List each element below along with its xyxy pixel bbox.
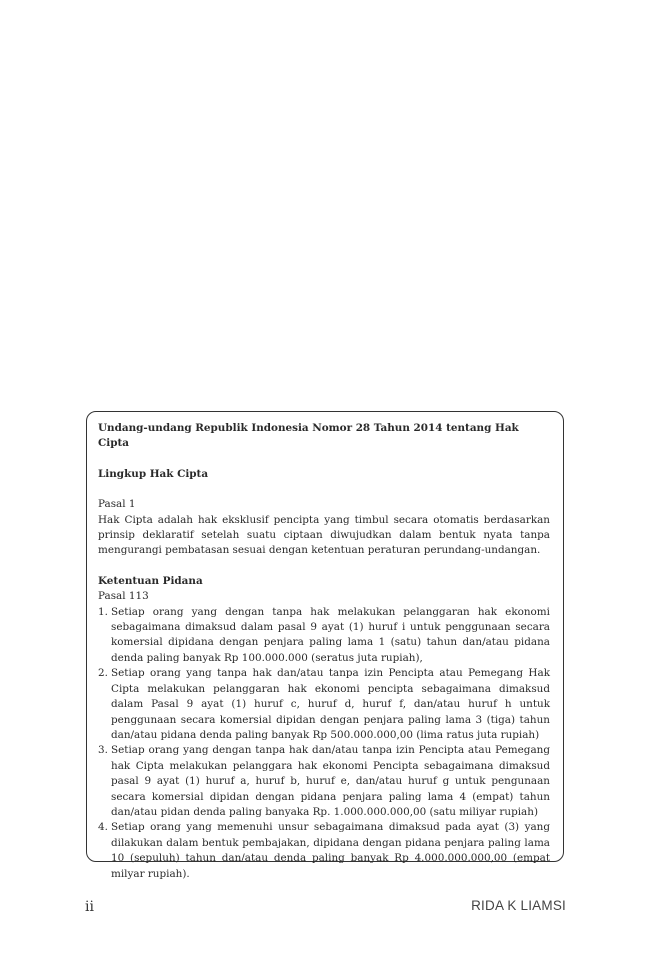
running-footer-author: RIDA K LIAMSI <box>471 898 566 913</box>
section-heading-scope: Lingkup Hak Cipta <box>98 467 209 480</box>
list-item-text: Setiap orang yang memenuhi unsur sebagaimana dimaksud pada ayat (3) yang dilakukan dalam bentuk pembajakan, dipidana dengan pidana penjara paling lama 10 (sepuluh) tahun dan/atau denda paling banyak Rp 4.000.000.000,00 (empat milyar rupiah). <box>111 821 550 880</box>
list-item-number: 3. <box>98 744 108 757</box>
list-item <box>98 605 550 667</box>
legal-notice-content <box>98 421 550 882</box>
pasal-label-1: Pasal 1 <box>98 498 136 511</box>
list-item-number: 1. <box>98 605 108 618</box>
list-item-number: 2. <box>98 667 108 680</box>
pasal-label-113: Pasal 113 <box>98 590 149 603</box>
list-item-text: Setiap orang yang dengan tanpa hak melakukan pelanggaran hak ekonomi sebagaimana dimaksud dalam pasal 9 ayat (1) huruf i untuk penggunaan secara komersial dipidana dengan penjara paling lama 1 (satu) tahun dan/atau pidana denda paling banyak Rp 100.000.000 (seratus juta rupiah), <box>111 605 550 664</box>
list-item-text: Setiap orang yang tanpa hak dan/atau tanpa izin Pencipta atau Pemegang Hak Cipta melakukan pelanggaran hak ekonomi pencipta sebagaimana dimaksud dalam Pasal 9 ayat (1) huruf c, huruf d, huruf f, dan/atau huruf h untuk penggunaan secara komersial dipidan dengan penjara paling lama 3 (tiga) tahun dan/atau pidana denda paling banyak Rp 500.000.000,00 (lima ratus juta rupiah) <box>111 667 550 741</box>
list-item <box>98 820 550 882</box>
section-heading-penalty: Ketentuan Pidana <box>98 574 203 587</box>
list-item-number: 4. <box>98 821 108 834</box>
list-item <box>98 666 550 743</box>
notice-title: Undang-undang Republik Indonesia Nomor 28 Tahun 2014 tentang Hak Cipta <box>98 422 519 450</box>
list-item <box>98 743 550 820</box>
pasal-1-text: Hak Cipta adalah hak eksklusif pencipta yang timbul secara otomatis berdasarkan prinsip deklaratif setelah suatu ciptaan diwujudkan dalam bentuk nyata tanpa mengurangi pembatasan sesuai dengan ketentuan peraturan perundang-undangan. <box>98 513 550 557</box>
list-item-text: Setiap orang yang dengan tanpa hak dan/atau tanpa izin Pencipta atau Pemegang hak Cipta melakukan pelanggara hak ekonomi Pencipta sebagaimana dimaksud pasal 9 ayat (1) huruf a, huruf b, huruf e, dan/atau huruf g untuk pengunaan secara komersial dipidan dengan pidana penjara paling lama 4 (empat) tahun dan/atau pidan denda paling banyaka Rp. 1.000.000.000,00 (satu miliyar rupiah) <box>111 744 550 818</box>
page-number: ii <box>85 899 94 915</box>
